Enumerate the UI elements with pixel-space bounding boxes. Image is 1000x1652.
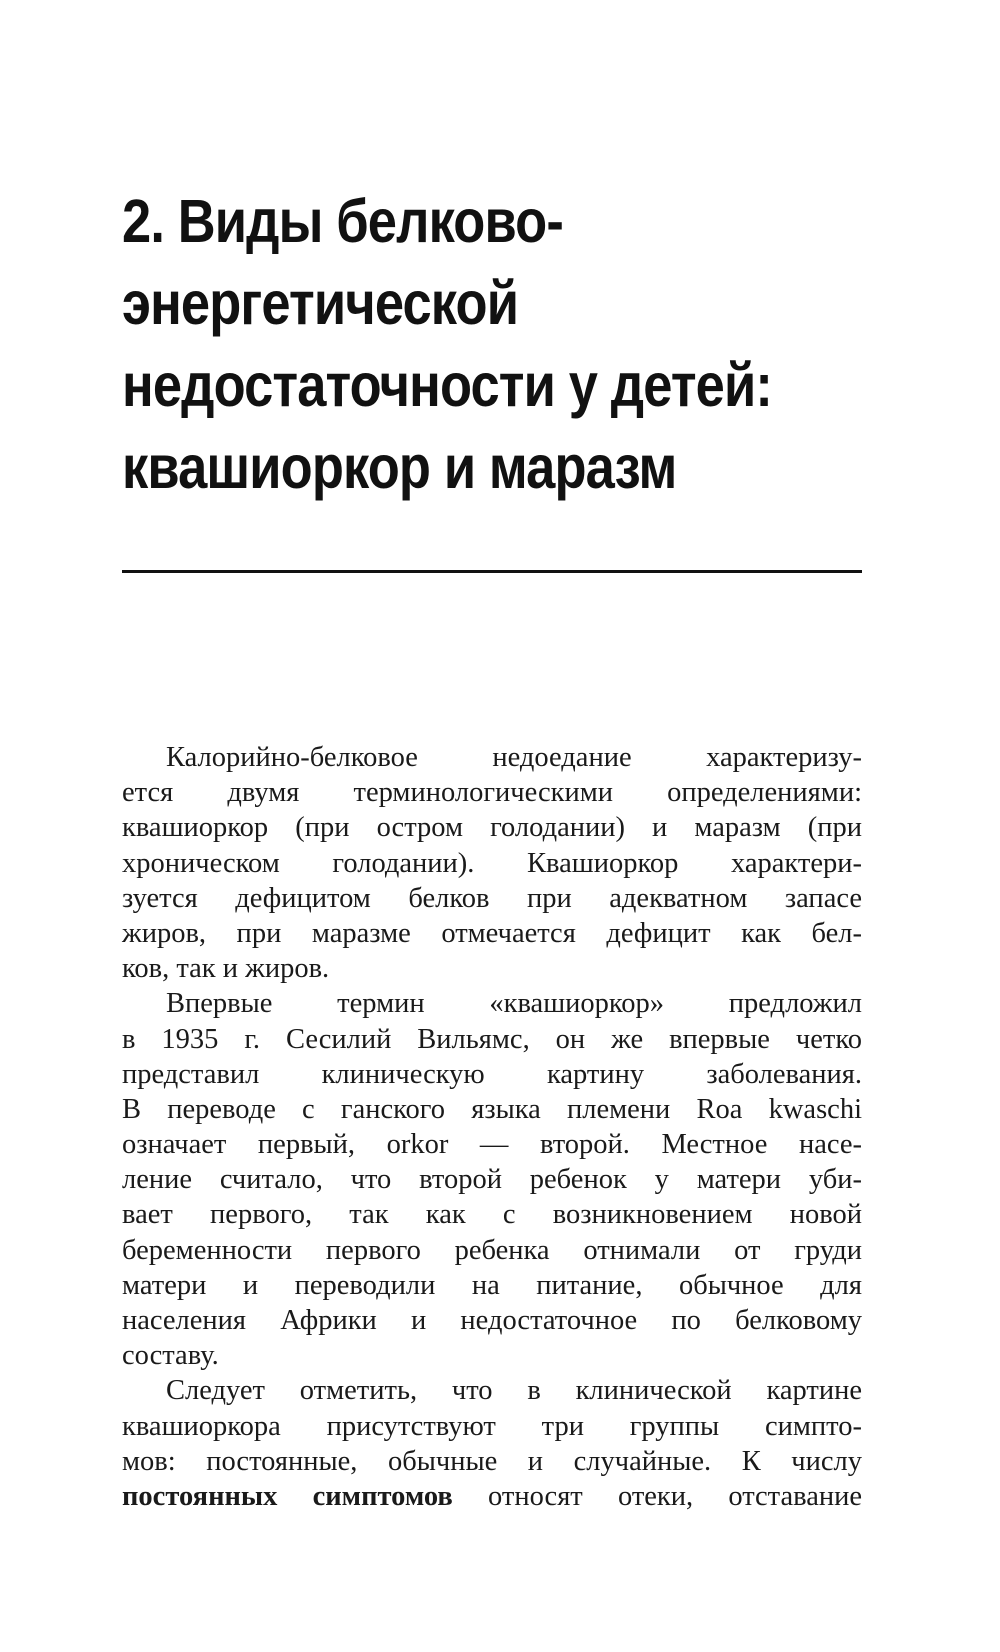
chapter-title-line: 2. Виды белково-	[122, 187, 563, 255]
text-line: Калорийно-белковое недоедание характеризу-	[166, 742, 862, 773]
body-text	[122, 740, 862, 1514]
text-line: В переводе с ганского языка племени Roa kwaschi	[122, 1093, 862, 1125]
text-line: мов: постоянные, обычные и случайные. К числу	[122, 1445, 862, 1477]
text-line: вает первого, так как с возникновением новой	[122, 1199, 862, 1231]
text-line: хроническом голодании). Квашиоркор характери-	[122, 847, 862, 879]
text-line: в 1935 г. Сесилий Вильямс, он же впервые четко	[122, 1023, 862, 1055]
chapter-title	[122, 180, 776, 508]
text-line: населения Африки и недостаточное по белковому	[122, 1305, 862, 1336]
text-line: Следует отметить, что в клинической картине	[166, 1375, 862, 1407]
text-line: представил клиническую картину заболевания.	[122, 1058, 862, 1090]
text-line: квашиоркор (при остром голодании) и маразм (при	[122, 812, 862, 844]
paragraph-3	[122, 1373, 862, 1514]
chapter-title-line: энергетической	[122, 269, 519, 337]
chapter-title-line: недостаточности у детей:	[122, 351, 772, 419]
text-run: относят отеки, отставание	[452, 1480, 862, 1512]
chapter-title-line: квашиоркор и маразм	[122, 433, 677, 501]
text-line: означает первый, orkor — второй. Местное насе-	[122, 1129, 862, 1161]
text-line: ется двумя терминологическими определениями:	[122, 777, 862, 809]
text-line: беременности первого ребенка отнимали от груди	[122, 1234, 862, 1266]
text-line: ление считало, что второй ребенок у матери уби-	[122, 1164, 862, 1196]
text-line: ков, так и жиров.	[122, 953, 330, 985]
text-line: Впервые термин «квашиоркор» предложил	[166, 988, 862, 1020]
paragraph-2	[122, 986, 862, 1373]
paragraph-1	[122, 740, 862, 986]
text-line	[122, 1479, 862, 1514]
text-line: зуется дефицитом белков при адекватном запасе	[122, 882, 862, 914]
text-line: составу.	[122, 1340, 219, 1372]
title-divider	[122, 570, 862, 573]
bold-term: постоянных симптомов	[122, 1480, 453, 1512]
text-line: жиров, при маразме отмечается дефицит как бел-	[122, 917, 862, 949]
text-line: квашиоркора присутствуют три группы симпто-	[122, 1410, 862, 1442]
text-line: матери и переводили на питание, обычное для	[122, 1269, 862, 1301]
